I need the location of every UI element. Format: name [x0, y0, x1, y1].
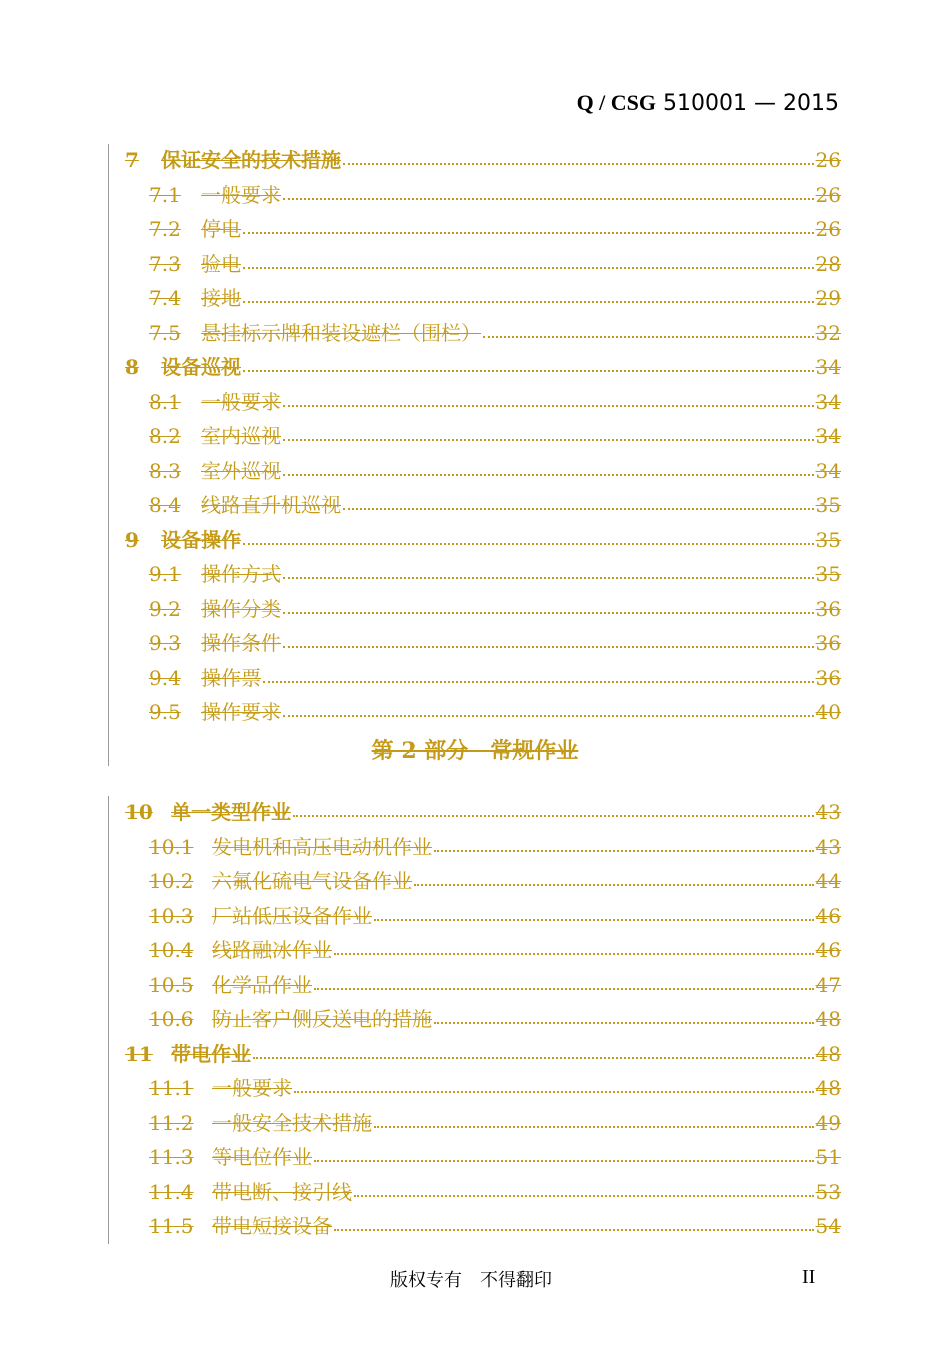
page-number: II: [802, 1266, 816, 1288]
toc-entry-number: 7.1: [149, 182, 181, 207]
toc-entry-page: 54: [815, 1214, 841, 1238]
toc-entry-number: 8: [125, 355, 139, 379]
toc-entry-number: 7.3: [149, 251, 181, 276]
toc-entry-number: 8.4: [149, 493, 181, 517]
toc-entry-title: 操作票: [201, 665, 261, 690]
toc-entry-number: 10.5: [149, 972, 194, 997]
toc-leader-dots: [283, 198, 814, 200]
toc-entry-title: 防止客户侧反送电的措施: [212, 1007, 432, 1031]
toc-entry-title: 室内巡视: [201, 424, 281, 448]
toc-entry-page: 53: [815, 1179, 841, 1204]
toc-entry[interactable]: [149, 1176, 841, 1204]
toc-entry-title: 设备操作: [161, 527, 241, 552]
toc-entry-title: 室外巡视: [201, 458, 281, 483]
toc-entry-page: 28: [815, 251, 841, 276]
toc-leader-dots: [243, 301, 814, 303]
toc-entry-title: 验电: [201, 251, 241, 276]
toc-entry-page: 36: [815, 596, 841, 621]
toc-entry-title: 带电短接设备: [212, 1214, 332, 1238]
toc-entry-page: 47: [815, 972, 841, 997]
toc-entry-title: 线路融冰作业: [212, 938, 332, 962]
toc-entry[interactable]: [125, 796, 841, 824]
toc-entry[interactable]: [149, 696, 841, 724]
toc-entry[interactable]: [149, 179, 841, 207]
toc-entry-title: 一般要求: [212, 1076, 292, 1100]
toc-entry-title: 发电机和高压电动机作业: [212, 834, 432, 859]
toc-leader-dots: [434, 850, 814, 852]
toc-entry-title: 带电断、接引线: [212, 1179, 352, 1204]
toc-entry-number: 9.2: [149, 596, 181, 621]
toc-entry-title: 停电: [201, 217, 241, 241]
toc-entry-number: 11.1: [149, 1076, 194, 1100]
toc-leader-dots: [374, 919, 814, 921]
toc-entry-page: 34: [815, 458, 841, 483]
toc-leader-dots: [243, 232, 814, 234]
toc-entry-title: 操作分类: [201, 596, 281, 621]
toc-entry-page: 48: [815, 1007, 841, 1031]
toc-entry-page: 34: [815, 389, 841, 414]
toc-leader-dots: [293, 815, 814, 817]
toc-leader-dots: [314, 988, 814, 990]
toc-part2: [108, 796, 841, 1244]
toc-entry[interactable]: [125, 351, 841, 379]
toc-leader-dots: [483, 336, 814, 338]
toc-leader-dots: [334, 953, 814, 955]
toc-entry-number: 7.4: [149, 286, 181, 310]
toc-entry-number: 11.2: [149, 1110, 194, 1135]
toc-entry-title: 一般安全技术措施: [212, 1110, 372, 1135]
toc-entry-title: 线路直升机巡视: [201, 493, 341, 517]
toc-leader-dots: [434, 1022, 814, 1024]
toc-entry-title: 操作条件: [201, 631, 281, 655]
toc-entry-number: 11.4: [149, 1179, 194, 1204]
toc-entry-title: 等电位作业: [212, 1145, 312, 1169]
toc-entry[interactable]: [149, 593, 841, 621]
toc-leader-dots: [283, 646, 814, 648]
toc-entry-page: 34: [815, 424, 841, 448]
toc-leader-dots: [354, 1195, 814, 1197]
toc-entry-number: 10.4: [149, 938, 194, 962]
toc-leader-dots: [334, 1229, 814, 1231]
toc-leader-dots: [263, 681, 814, 683]
toc-entry-number: 8.2: [149, 424, 181, 448]
toc-entry-page: 48: [815, 1076, 841, 1100]
toc-entry-number: 8.3: [149, 458, 181, 483]
toc-entry-page: 46: [815, 938, 841, 962]
toc-entry[interactable]: [149, 831, 841, 859]
toc-leader-dots: [253, 1057, 814, 1059]
toc-entry[interactable]: [149, 455, 841, 483]
toc-leader-dots: [343, 508, 814, 510]
toc-entry-page: 49: [815, 1110, 841, 1135]
toc-entry-title: 单一类型作业: [171, 800, 291, 824]
toc-part1: [108, 144, 841, 766]
toc-entry-title: 六氟化硫电气设备作业: [212, 869, 412, 893]
toc-entry-page: 44: [815, 869, 841, 893]
toc-entry[interactable]: [125, 524, 841, 552]
toc-leader-dots: [294, 1091, 814, 1093]
toc-entry-number: 9.3: [149, 631, 181, 655]
toc-entry-page: 35: [815, 527, 841, 552]
toc-entry-title: 操作要求: [201, 700, 281, 724]
toc-entry-title: 设备巡视: [161, 355, 241, 379]
toc-entry-number: 8.1: [149, 389, 181, 414]
toc-leader-dots: [283, 715, 814, 717]
document-header: [577, 90, 839, 116]
toc-entry[interactable]: [149, 1107, 841, 1135]
toc-entry-number: 10.3: [149, 903, 194, 928]
toc-entry-page: 43: [815, 800, 841, 824]
toc-leader-dots: [314, 1160, 814, 1162]
toc-entry-number: 11.3: [149, 1145, 194, 1169]
toc-entry-number: 10: [125, 800, 153, 824]
toc-entry[interactable]: [149, 900, 841, 928]
toc-entry-page: 46: [815, 903, 841, 928]
toc-leader-dots: [283, 577, 814, 579]
toc-entry[interactable]: [149, 213, 841, 241]
toc-leader-dots: [243, 370, 814, 372]
toc-leader-dots: [243, 267, 814, 269]
toc-entry[interactable]: [149, 1141, 841, 1169]
toc-entry[interactable]: [149, 420, 841, 448]
toc-entry-title: 接地: [201, 286, 241, 310]
toc-entry-number: 11.5: [149, 1214, 194, 1238]
toc-leader-dots: [343, 163, 814, 165]
toc-entry[interactable]: [125, 1038, 841, 1066]
part-heading: 第 2 部分 常规作业: [371, 738, 579, 764]
toc-entry-page: 35: [815, 562, 841, 586]
toc-entry[interactable]: [149, 489, 841, 517]
toc-entry[interactable]: [149, 865, 841, 893]
toc-entry-page: 26: [815, 217, 841, 241]
toc-entry-number: 7.5: [149, 320, 181, 345]
toc-entry-title: 一般要求: [201, 182, 281, 207]
toc-entry-title: 一般要求: [201, 389, 281, 414]
toc-entry-page: 36: [815, 665, 841, 690]
toc-entry-number: 9: [125, 527, 139, 552]
toc-entry[interactable]: [125, 144, 841, 172]
toc-entry-page: 26: [815, 148, 841, 172]
toc-entry[interactable]: [149, 934, 841, 962]
toc-entry[interactable]: [149, 662, 841, 690]
toc-entry-number: 7.2: [149, 217, 181, 241]
toc-entry[interactable]: [149, 558, 841, 586]
toc-leader-dots: [374, 1126, 814, 1128]
toc-entry-page: 40: [815, 700, 841, 724]
toc-leader-dots: [283, 474, 814, 476]
toc-leader-dots: [243, 543, 814, 545]
toc-entry-page: 32: [815, 320, 841, 345]
toc-entry[interactable]: [149, 1072, 841, 1100]
toc-entry-number: 9.5: [149, 700, 181, 724]
toc-entry-title: 悬挂标示牌和装设遮栏（围栏）: [201, 320, 481, 345]
toc-entry-number: 10.1: [149, 834, 194, 859]
toc-entry-number: 9.1: [149, 562, 181, 586]
toc-entry[interactable]: [149, 248, 841, 276]
copyright-notice: 版权专有 不得翻印: [390, 1270, 552, 1291]
toc-entry-page: 29: [815, 286, 841, 310]
toc-entry-title: 带电作业: [171, 1041, 251, 1066]
toc-entry-title: 操作方式: [201, 562, 281, 586]
toc-entry-page: 36: [815, 631, 841, 655]
toc-entry[interactable]: [149, 627, 841, 655]
toc-entry[interactable]: [149, 1210, 841, 1238]
toc-entry-number: 10.6: [149, 1007, 194, 1031]
toc-entry-title: 化学品作业: [212, 972, 312, 997]
toc-entry-page: 35: [815, 493, 841, 517]
toc-entry-title: 厂站低压设备作业: [212, 903, 372, 928]
toc-leader-dots: [283, 612, 814, 614]
toc-entry-number: 9.4: [149, 665, 181, 690]
toc-entry[interactable]: [149, 969, 841, 997]
toc-entry-title: 保证安全的技术措施: [161, 148, 341, 172]
toc-entry[interactable]: [149, 282, 841, 310]
toc-entry-page: 48: [815, 1041, 841, 1066]
standard-number: 510001 — 2015: [663, 91, 839, 116]
toc-entry-page: 34: [815, 355, 841, 379]
toc-entry[interactable]: [149, 317, 841, 345]
toc-leader-dots: [283, 439, 814, 441]
toc-leader-dots: [414, 884, 814, 886]
toc-entry-number: 11: [125, 1041, 153, 1066]
toc-entry-number: 7: [125, 148, 139, 172]
toc-entry-page: 51: [815, 1145, 841, 1169]
toc-entry-page: 43: [815, 834, 841, 859]
toc-entry[interactable]: [149, 386, 841, 414]
toc-entry[interactable]: [149, 1003, 841, 1031]
toc-leader-dots: [283, 405, 814, 407]
standard-prefix: Q / CSG: [576, 90, 657, 115]
toc-entry-page: 26: [815, 182, 841, 207]
toc-entry-number: 10.2: [149, 869, 194, 893]
